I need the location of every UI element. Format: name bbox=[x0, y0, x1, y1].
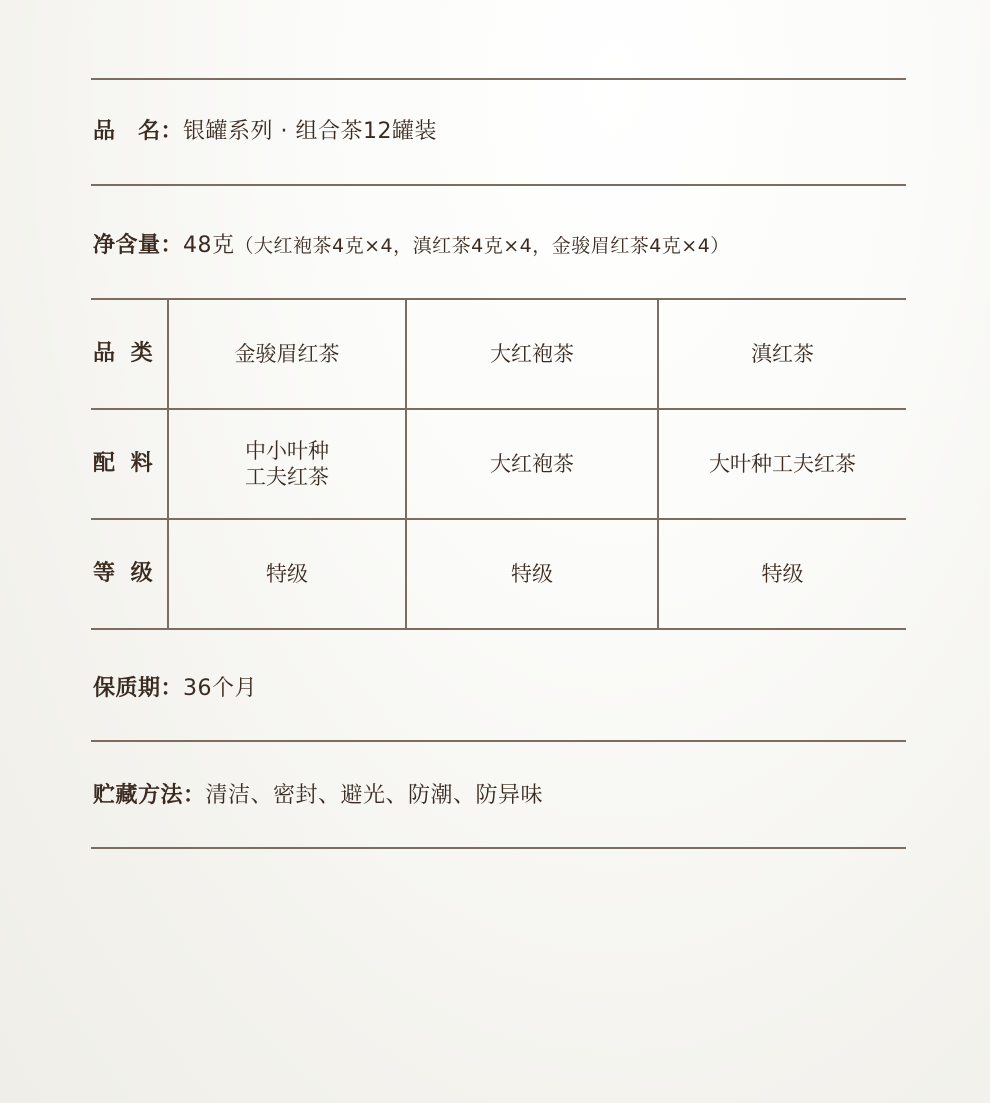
spec-cell bbox=[168, 409, 406, 519]
spec-cell-text: 特级 bbox=[511, 562, 553, 586]
spec-cell bbox=[658, 409, 906, 519]
product-name-row bbox=[93, 118, 437, 146]
spec-cell-text: 工夫红茶 bbox=[245, 465, 329, 489]
storage-value: 清洁、密封、避光、防潮、防异味 bbox=[205, 783, 544, 808]
divider-1 bbox=[91, 184, 906, 186]
divider-bottom bbox=[91, 847, 906, 849]
spec-cell-text: 特级 bbox=[761, 562, 804, 586]
spec-header-grade: 等 级 bbox=[91, 519, 168, 629]
spec-cell-text: 金骏眉红茶 bbox=[234, 342, 340, 366]
spec-cell bbox=[658, 299, 906, 409]
net-content-value: 48克 bbox=[183, 233, 235, 258]
spec-cell-text: 大叶种工夫红茶 bbox=[709, 452, 856, 476]
shelf-life-value: 36个月 bbox=[183, 676, 258, 701]
spec-row-ingredients bbox=[91, 409, 906, 519]
net-content-detail: （大红袍茶4克×4，滇红茶4克×4，金骏眉红茶4克×4） bbox=[234, 235, 730, 257]
storage-row bbox=[93, 782, 543, 810]
spec-cell bbox=[168, 299, 406, 409]
spec-row-grade bbox=[91, 519, 906, 629]
spec-cell bbox=[168, 519, 406, 629]
spec-cell bbox=[658, 519, 906, 629]
spec-cell-text: 大红袍茶 bbox=[490, 452, 574, 476]
product-name-value: 银罐系列 · 组合茶12罐装 bbox=[183, 119, 437, 144]
shelf-life-row bbox=[93, 675, 257, 703]
spec-cell bbox=[406, 299, 658, 409]
spec-row-category bbox=[91, 299, 906, 409]
storage-label: 贮藏方法： bbox=[93, 783, 206, 808]
product-name-label: 品 名： bbox=[93, 119, 184, 144]
spec-cell bbox=[406, 409, 658, 519]
spec-cell-text: 滇红茶 bbox=[751, 342, 814, 366]
spec-table bbox=[91, 298, 906, 630]
spec-cell bbox=[406, 519, 658, 629]
spec-cell-text: 中小叶种 bbox=[245, 439, 329, 463]
net-content-label: 净含量： bbox=[93, 233, 184, 258]
divider-2 bbox=[91, 740, 906, 742]
shelf-life-label: 保质期： bbox=[93, 676, 184, 701]
spec-header-category: 品 类 bbox=[91, 299, 168, 409]
spec-cell-text: 特级 bbox=[266, 562, 308, 586]
spec-cell-text: 大红袍茶 bbox=[490, 342, 574, 366]
spec-header-ingredients: 配 料 bbox=[91, 409, 168, 519]
divider-top bbox=[91, 78, 906, 80]
net-content-row bbox=[93, 232, 730, 260]
